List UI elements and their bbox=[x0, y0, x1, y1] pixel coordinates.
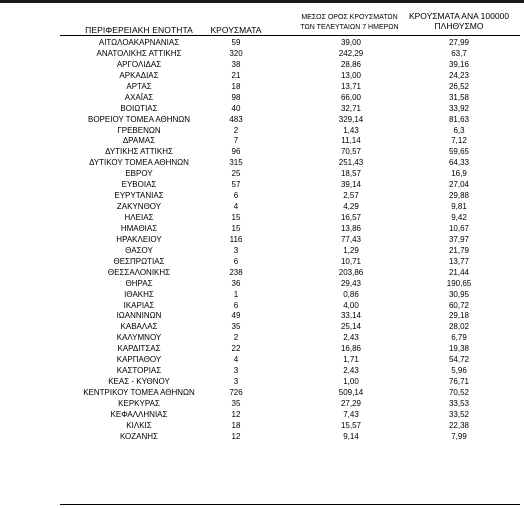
table-row bbox=[0, 246, 524, 257]
per100k-cell: 16,9 bbox=[451, 169, 467, 179]
per100k-cell: 7,99 bbox=[451, 431, 467, 441]
table-row bbox=[0, 213, 524, 224]
avg-cell: 329,14 bbox=[338, 114, 364, 124]
cases-cell: 2 bbox=[233, 333, 239, 343]
avg-cell: 0,86 bbox=[343, 289, 359, 299]
cases-cell: 18 bbox=[231, 420, 241, 430]
per100k-cell: 81,63 bbox=[448, 114, 470, 124]
region-cell: ΑΡΓΟΛΙΔΑΣ bbox=[116, 59, 162, 69]
per100k-cell: 33,52 bbox=[448, 409, 470, 419]
header-cases-per-100k bbox=[398, 11, 520, 31]
avg-cell: 25,14 bbox=[340, 322, 362, 332]
cases-cell: 12 bbox=[231, 409, 241, 419]
region-cell: ΚΑΛΥΜΝΟΥ bbox=[116, 333, 162, 343]
cases-cell: 96 bbox=[231, 147, 241, 157]
cases-cell: 4 bbox=[233, 355, 239, 365]
per100k-cell: 63,7 bbox=[451, 48, 467, 58]
avg-cell: 15,57 bbox=[340, 420, 362, 430]
avg-cell: 27,29 bbox=[340, 398, 362, 408]
avg-cell: 28,86 bbox=[340, 59, 362, 69]
avg-cell: 242,29 bbox=[338, 48, 364, 58]
table-row bbox=[0, 388, 524, 399]
per100k-cell: 6,3 bbox=[453, 125, 465, 135]
table-row bbox=[0, 38, 524, 49]
avg-cell: 70,57 bbox=[340, 147, 362, 157]
region-cell: ΚΟΖΑΝΗΣ bbox=[119, 431, 159, 441]
table-row bbox=[0, 136, 524, 147]
region-cell: ΘΕΣΠΡΩΤΙΑΣ bbox=[113, 256, 165, 266]
cases-cell: 320 bbox=[229, 48, 243, 58]
cases-cell: 57 bbox=[231, 180, 241, 190]
region-cell: ΔΥΤΙΚΗΣ ΑΤΤΙΚΗΣ bbox=[105, 147, 173, 157]
table-row bbox=[0, 71, 524, 82]
avg-cell: 1,00 bbox=[343, 377, 359, 387]
per100k-cell: 54,72 bbox=[448, 355, 470, 365]
cases-cell: 238 bbox=[229, 267, 243, 277]
cases-cell: 7 bbox=[233, 136, 239, 146]
region-cell: ΑΝΑΤΟΛΙΚΗΣ ΑΤΤΙΚΗΣ bbox=[96, 48, 182, 58]
cases-cell: 3 bbox=[233, 245, 239, 255]
per100k-cell: 29,18 bbox=[448, 311, 470, 321]
table-row bbox=[0, 49, 524, 60]
per100k-cell: 26,52 bbox=[448, 81, 470, 91]
region-cell: ΚΑΣΤΟΡΙΑΣ bbox=[116, 366, 162, 376]
cases-cell: 3 bbox=[233, 377, 239, 387]
cases-cell: 726 bbox=[229, 388, 243, 397]
per100k-cell: 21,44 bbox=[448, 267, 470, 277]
avg-cell: 13,71 bbox=[340, 81, 362, 91]
per100k-cell: 60,72 bbox=[448, 300, 470, 310]
avg-cell: 66,00 bbox=[340, 92, 362, 102]
per100k-cell: 13,77 bbox=[448, 256, 470, 266]
table-row bbox=[0, 410, 524, 421]
cases-cell: 6 bbox=[233, 300, 239, 310]
cases-cell: 116 bbox=[229, 234, 243, 244]
avg-cell: 16,86 bbox=[340, 344, 362, 354]
region-cell: ΔΡΑΜΑΣ bbox=[122, 136, 156, 146]
table-row bbox=[0, 93, 524, 104]
region-cell: ΑΡΚΑΔΙΑΣ bbox=[119, 70, 159, 80]
avg-cell: 16,57 bbox=[340, 213, 362, 222]
avg-cell: 251,43 bbox=[338, 158, 364, 168]
region-cell: ΔΥΤΙΚΟΥ ΤΟΜΕΑ ΑΘΗΝΩΝ bbox=[89, 158, 189, 168]
cases-cell: 483 bbox=[229, 114, 243, 124]
per100k-cell: 59,65 bbox=[448, 147, 470, 157]
per100k-cell: 7,12 bbox=[451, 136, 467, 146]
region-cell: ΙΘΑΚΗΣ bbox=[124, 289, 154, 299]
header-rule bbox=[60, 35, 520, 36]
per100k-cell: 37,97 bbox=[448, 234, 470, 244]
top-border bbox=[0, 0, 524, 3]
cases-cell: 1 bbox=[233, 289, 239, 299]
cases-cell: 21 bbox=[231, 70, 241, 80]
table-row bbox=[0, 268, 524, 279]
region-cell: ΙΚΑΡΙΑΣ bbox=[123, 300, 155, 310]
table-row bbox=[0, 377, 524, 388]
avg-cell: 2,57 bbox=[343, 191, 359, 201]
cases-cell: 35 bbox=[231, 398, 241, 408]
region-cell: ΚΑΡΠΑΘΟΥ bbox=[116, 355, 162, 365]
avg-cell: 203,86 bbox=[338, 267, 364, 277]
header-region: ΠΕΡΙΦΕΡΕΙΑΚΗ ΕΝΟΤΗΤΑ bbox=[85, 25, 193, 35]
table-row bbox=[0, 432, 524, 443]
cases-cell: 40 bbox=[231, 103, 241, 113]
per100k-cell: 70,52 bbox=[448, 388, 470, 397]
header-seven-day-average bbox=[287, 13, 412, 32]
header-per100k-line1: ΚΡΟΥΣΜΑΤΑ ΑΝΑ 100000 bbox=[408, 11, 510, 21]
region-cell: ΚΕΦΑΛΛΗΝΙΑΣ bbox=[110, 409, 168, 419]
per100k-cell: 28,02 bbox=[448, 322, 470, 332]
per100k-cell: 5,96 bbox=[451, 366, 467, 376]
avg-cell: 4,00 bbox=[343, 300, 359, 310]
table-row bbox=[0, 366, 524, 377]
table-row bbox=[0, 180, 524, 191]
table-row bbox=[0, 301, 524, 312]
cases-cell: 35 bbox=[231, 322, 241, 332]
cases-cell: 22 bbox=[231, 344, 241, 354]
table-row bbox=[0, 279, 524, 290]
table-row bbox=[0, 235, 524, 246]
avg-cell: 9,14 bbox=[343, 431, 359, 441]
cases-cell: 12 bbox=[231, 431, 241, 441]
header-avg-line2: ΤΩΝ ΤΕΛΕΥΤΑΙΩΝ 7 ΗΜΕΡΩΝ bbox=[300, 23, 399, 31]
region-cell: ΕΒΡΟΥ bbox=[125, 169, 153, 179]
cases-cell: 6 bbox=[233, 191, 239, 201]
region-cell: ΕΥΡΥΤΑΝΙΑΣ bbox=[114, 191, 164, 201]
cases-cell: 3 bbox=[233, 366, 239, 376]
region-cell: ΚΑΡΔΙΤΣΑΣ bbox=[117, 344, 161, 354]
cases-cell: 59 bbox=[231, 38, 241, 47]
per100k-cell: 33,92 bbox=[448, 103, 470, 113]
cases-cell: 98 bbox=[231, 92, 241, 102]
region-cell: ΚΕΝΤΡΙΚΟΥ ΤΟΜΕΑ ΑΘΗΝΩΝ bbox=[83, 388, 195, 397]
footer-rule bbox=[60, 504, 520, 505]
cases-cell: 2 bbox=[233, 125, 239, 135]
table-row bbox=[0, 126, 524, 137]
cases-cell: 38 bbox=[231, 59, 241, 69]
region-cell: ΖΑΚΥΝΘΟΥ bbox=[116, 202, 162, 212]
region-cell: ΚΕΑΣ - ΚΥΘΝΟΥ bbox=[108, 377, 170, 387]
cases-cell: 18 bbox=[231, 81, 241, 91]
avg-cell: 11,14 bbox=[341, 136, 361, 146]
per100k-cell: 21,79 bbox=[448, 245, 470, 255]
cases-cell: 15 bbox=[231, 213, 241, 222]
avg-cell: 509,14 bbox=[338, 388, 364, 397]
avg-cell: 2,43 bbox=[343, 333, 359, 343]
table-row bbox=[0, 60, 524, 71]
cases-cell: 49 bbox=[231, 311, 241, 321]
cases-cell: 15 bbox=[231, 223, 241, 233]
region-cell: ΘΗΡΑΣ bbox=[125, 278, 153, 288]
per100k-cell: 30,95 bbox=[448, 289, 470, 299]
per100k-cell: 9,42 bbox=[451, 213, 467, 222]
per100k-cell: 27,99 bbox=[448, 38, 470, 47]
table-row bbox=[0, 158, 524, 169]
region-cell: ΒΟΡΕΙΟΥ ΤΟΜΕΑ ΑΘΗΝΩΝ bbox=[87, 114, 191, 124]
cases-cell: 6 bbox=[233, 256, 239, 266]
header-per100k-line2: ΠΛΗΘΥΣΜΟ bbox=[434, 21, 484, 31]
table-row bbox=[0, 399, 524, 410]
per100k-cell: 24,23 bbox=[448, 70, 470, 80]
avg-cell: 1,43 bbox=[343, 125, 359, 135]
avg-cell: 29,43 bbox=[340, 278, 362, 288]
header-cases: ΚΡΟΥΣΜΑΤΑ bbox=[210, 25, 262, 35]
avg-cell: 13,00 bbox=[340, 70, 362, 80]
region-cell: ΚΕΡΚΥΡΑΣ bbox=[118, 398, 160, 408]
avg-cell: 32,71 bbox=[340, 103, 362, 113]
table-row bbox=[0, 344, 524, 355]
region-cell: ΕΥΒΟΙΑΣ bbox=[121, 180, 157, 190]
cases-cell: 36 bbox=[231, 278, 241, 288]
cases-cell: 315 bbox=[229, 158, 243, 168]
table-row bbox=[0, 311, 524, 322]
table-row bbox=[0, 290, 524, 301]
avg-cell: 18,57 bbox=[340, 169, 362, 179]
region-cell: ΓΡΕΒΕΝΩΝ bbox=[117, 125, 161, 135]
per100k-cell: 19,38 bbox=[448, 344, 470, 354]
avg-cell: 10,71 bbox=[340, 256, 362, 266]
region-cell: ΙΩΑΝΝΙΝΩΝ bbox=[116, 311, 162, 321]
avg-cell: 39,14 bbox=[340, 180, 362, 190]
region-cell: ΒΟΙΩΤΙΑΣ bbox=[120, 103, 158, 113]
per100k-cell: 64,33 bbox=[448, 158, 470, 168]
per100k-cell: 39,16 bbox=[448, 59, 470, 69]
per100k-cell: 27,04 bbox=[448, 180, 470, 190]
cases-table-body bbox=[0, 38, 524, 443]
per100k-cell: 22,38 bbox=[448, 420, 470, 430]
region-cell: ΘΑΣΟΥ bbox=[125, 245, 153, 255]
table-row bbox=[0, 147, 524, 158]
table-row bbox=[0, 104, 524, 115]
per100k-cell: 29,88 bbox=[448, 191, 470, 201]
avg-cell: 2,43 bbox=[343, 366, 359, 376]
table-row bbox=[0, 224, 524, 235]
avg-cell: 39,00 bbox=[340, 38, 362, 47]
region-cell: ΗΜΑΘΙΑΣ bbox=[120, 223, 158, 233]
per100k-cell: 10,67 bbox=[448, 223, 470, 233]
table-row bbox=[0, 333, 524, 344]
per100k-cell: 76,71 bbox=[448, 377, 470, 387]
table-row bbox=[0, 421, 524, 432]
avg-cell: 77,43 bbox=[340, 234, 362, 244]
region-cell: ΑΙΤΩΛΟΑΚΑΡΝΑΝΙΑΣ bbox=[98, 38, 180, 47]
avg-cell: 13,86 bbox=[340, 223, 362, 233]
table-row bbox=[0, 82, 524, 93]
table-row bbox=[0, 257, 524, 268]
region-cell: ΗΡΑΚΛΕΙΟΥ bbox=[116, 234, 162, 244]
table-row bbox=[0, 169, 524, 180]
header-avg-line1: ΜΕΣΟΣ ΟΡΟΣ ΚΡΟΥΣΜΑΤΩΝ bbox=[301, 14, 398, 21]
per100k-cell: 33,53 bbox=[448, 398, 470, 408]
avg-cell: 7,43 bbox=[343, 409, 359, 419]
table-row bbox=[0, 115, 524, 126]
per100k-cell: 6,79 bbox=[451, 333, 467, 343]
region-cell: ΑΧΑΪΑΣ bbox=[124, 92, 154, 102]
avg-cell: 1,29 bbox=[343, 245, 359, 255]
table-row bbox=[0, 322, 524, 333]
per100k-cell: 9,81 bbox=[451, 202, 467, 212]
cases-cell: 4 bbox=[233, 202, 239, 212]
per100k-cell: 190,65 bbox=[446, 278, 472, 288]
region-cell: ΚΙΛΚΙΣ bbox=[126, 420, 152, 430]
cases-cell: 25 bbox=[231, 169, 241, 179]
region-cell: ΘΕΣΣΑΛΟΝΙΚΗΣ bbox=[107, 267, 171, 277]
table-row bbox=[0, 355, 524, 366]
avg-cell: 33,14 bbox=[340, 311, 362, 321]
avg-cell: 1,71 bbox=[343, 355, 359, 365]
region-cell: ΗΛΕΙΑΣ bbox=[124, 213, 154, 222]
table-row bbox=[0, 202, 524, 213]
region-cell: ΚΑΒΑΛΑΣ bbox=[120, 322, 158, 332]
per100k-cell: 31,58 bbox=[448, 92, 470, 102]
avg-cell: 4,29 bbox=[343, 202, 359, 212]
table-row bbox=[0, 191, 524, 202]
region-cell: ΑΡΤΑΣ bbox=[126, 81, 152, 91]
